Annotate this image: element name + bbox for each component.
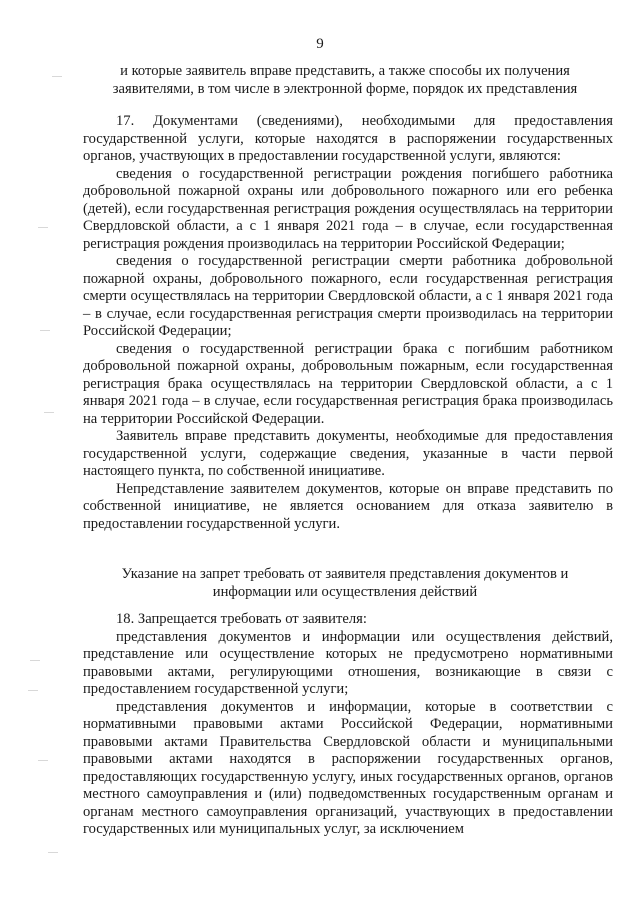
scan-artifact	[30, 660, 40, 661]
scan-artifact	[48, 852, 58, 853]
list-item: представления документов и информации или осуществления действий, представление или осуществление которых не предусмотрено нормативными правовыми актами, регулирующими отношения, возникающие в связи с предоставлением государственной услуги;	[83, 628, 613, 697]
list-item: представления документов и информации, которые в соответствии с нормативными правовыми актами Российской Федерации, нормативными правовыми актами Правительства Свердловской области и муниципальными правовыми актами находятся в распоряжении государственных органов, предоставляющих государственную услугу, иных государственных органов, органов местного самоуправления и (или) подведомственных государственным органам и органам местного самоуправления организаций, участвующих в предоставлении государственных или муниципальных услуг, за исключением	[83, 698, 613, 837]
paragraph-non-submission: Непредставление заявителем документов, которые он вправе представить по собственной инициативе, не является основанием для отказа заявителю в предоставлении государственной услуги.	[83, 480, 613, 532]
page-number: 9	[316, 36, 324, 52]
section-17	[83, 113, 613, 533]
section-heading-prohibition: Указание на запрет требовать от заявителя представления документов и информации или осуществления действий	[121, 566, 569, 600]
scan-artifact	[28, 690, 38, 691]
scan-artifact	[38, 760, 48, 761]
section-18	[83, 611, 613, 839]
scan-artifact	[38, 227, 48, 228]
list-item: сведения о государственной регистрации смерти работника добровольной пожарной охраны, добровольного пожарного, если государственная регистрация смерти осуществлялась на территории Свердловской области, а с 1 января 2021 года – в случае, если государственная регистрация смерти производилась на территории Российской Федерации;	[83, 253, 613, 339]
paragraph-18-intro: 18. Запрещается требовать от заявителя:	[116, 611, 367, 627]
scan-artifact	[44, 412, 54, 413]
scan-artifact	[52, 76, 62, 77]
list-item: сведения о государственной регистрации рождения погибшего работника добровольной пожарной охраны или добровольного пожарного или его ребенка (детей), если государственная регистрация рождения осуществлялась на территории Свердловской области, а с 1 января 2021 года – в случае, если государственная регистрация рождения производилась на территории Российской Федерации;	[83, 165, 613, 252]
list-item: сведения о государственной регистрации брака с погибшим работником добровольной пожарной охраны, добровольным пожарным, если государственная регистрация брака осуществлялась на территории Свердловской области, а с 1 января 2021 года – в случае, если государственная регистрация брака производилась на территории Российской Федерации.	[83, 340, 613, 427]
paragraph-right-note: Заявитель вправе представить документы, необходимые для предоставления государственной услуги, содержащие сведения, указанные в части первой настоящего пункта, по собственной инициативе.	[83, 428, 613, 479]
paragraph-17-intro: 17. Документами (сведениями), необходимыми для предоставления государственной услуги, которые находятся в распоряжении государственных органов, участвующих в предоставлении государственной услуги, являются:	[83, 113, 613, 164]
scan-artifact	[40, 330, 50, 331]
section-heading-continuation: и которые заявитель вправе представить, а также способы их получения заявителями, в том числе в электронной форме, порядок их представления	[112, 63, 578, 97]
